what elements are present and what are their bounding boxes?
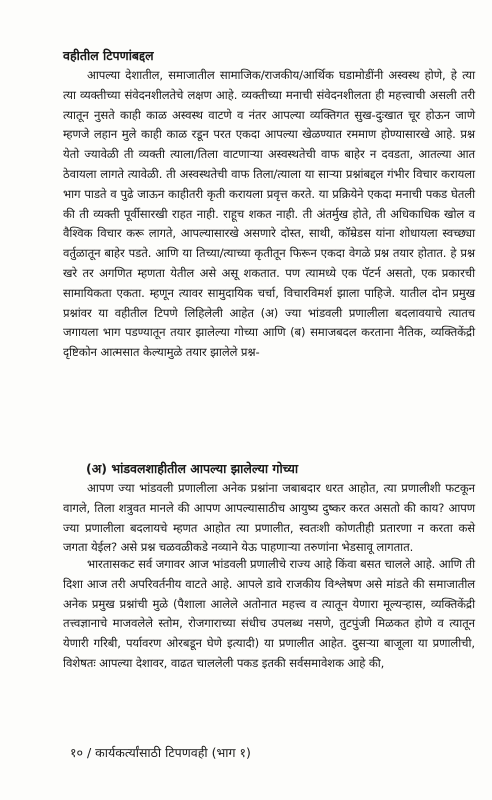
page-heading: वहीतील टिपणांबद्दल [63, 48, 154, 63]
paragraph-intro: आपल्या देशातील, समाजातील सामाजिक/राजकीय/आर्थिक घडामोडींनी अस्वस्थ होणे, हे त्या त्या व्यक्तीच्या संवेदनशीलतेचे लक्षण आहे. व्यक्तीच्या मनाची संवेदनशीलता ही महत्त्वाची असली तरी त्यातून नुसते काही काळ अस्वस्थ वाटणे व नंतर आपल्या व्यक्तिगत सुख-दुःखात चूर होऊन जाणे म्हणजे लहान मुले काही काळ रडून परत एकदा आपल्या खेळण्यात रममाण होण्यासारखे आहे. प्रश्न येतो ज्यावेळी ती व्यक्ती त्याला/तिला वाटणाऱ्या अस्वस्थतेची वाफ बाहेर न दवडता, आतल्या आत ठेवायला लागते त्यावेळी. ती अस्वस्थतेची वाफ तिला/त्याला या साऱ्या प्रश्नांबद्दल गंभीर विचार करायला भाग पाडते व पुढे जाऊन काहीतरी कृती करायला प्रवृत्त करते. या प्रक्रियेने एकदा मनाची पकड घेतली की ती व्यक्ती पूर्वीसारखी राहत नाही. राहूच शकत नाही. ती अंतर्मुख होते, ती अधिकाधिक खोल व वैश्विक विचार करू लागते, आपल्यासारखे असणारे दोस्त, साथी, कॉम्रेडस यांना शोधायला स्वच्छ्या वर्तुळातून बाहेर पडते. आणि या तिच्या/त्याच्या कृतीतून फिरून एकदा वेगळे प्रश्न तयार होतात. हे प्रश्न खरे तर अगणित म्हणता येतील असे असू शकतात. पण त्यामध्ये एक पॅटर्न असतो, एक प्रकारची सामायिकता एकता. म्हणून त्यावर सामुदायिक चर्चा, विचारविमर्श झाला पाहिजे. यातील दोन प्रमुख प्रश्नांवर या वहीतील टिपणे लिहिलेली आहेत (अ) ज्या भांडवली प्रणालीला बदलावयाचे त्यातच जगायला भाग पडण्यातून तयार झालेल्या गोच्या आणि (ब) समाजबदल करताना नैतिक, व्यक्तिकेंद्री दृष्टिकोन आत्मसात केल्यामुळे तयार झालेले प्रश्न- [63, 68, 475, 360]
page-footer: १० / कार्यकर्त्यांसाठी टिपणवही (भाग १) [70, 745, 251, 760]
section-heading: (अ) भांडवलशाहीतील आपल्या झालेल्या गोच्या [86, 461, 299, 476]
paragraph-capitalism: भारतासकट सर्व जगावर आज भांडवली प्रणालीचे राज्य आहे किंवा बसत चालले आहे. आणि ती दिशा आज तरी अपरिवर्तनीय वाटते आहे. आपले डावे राजकीय विश्लेषण असे मांडते की समाजातील अनेक प्रमुख प्रश्नांची मुळे (पैशाला आलेले अतोनात महत्त्व व त्यातून येणारा मूल्यऱ्हास, व्यक्तिकेंद्री तत्त्वज्ञानाचे माजवलेले स्तोम, रोजगाराच्या संधीच उपलब्ध नसणे, तुटपुंजी मिळकत होणे व त्यातून येणारी गरिबी, पर्यावरण ओरबडून घेणे इत्यादी) या प्रणालीत आहेत. दुसऱ्या बाजूला या प्रणालीची, विशेषतः आपल्या देशावर, वाढत चाललेली पकड इतकी सर्वसमावेशक आहे की, [63, 557, 475, 670]
paragraph-questions: आपण ज्या भांडवली प्रणालीला अनेक प्रश्नांना जबाबदार धरत आहोत, त्या प्रणालीशी फटकून वागले, तिला शत्रुवत मानले की आपण आपल्यासाठीच आयुष्य दुष्कर करत असतो की काय? आपण ज्या प्रणालीला बदलायचे म्हणत आहोत त्या प्रणालीत, स्वतःशी कोणतीही प्रतारणा न करता कसे जगता येईल? असे प्रश्न चळवळीकडे नव्याने येऊ पाहणाऱ्या तरुणांना भेडसावू लागतात. [63, 481, 475, 555]
